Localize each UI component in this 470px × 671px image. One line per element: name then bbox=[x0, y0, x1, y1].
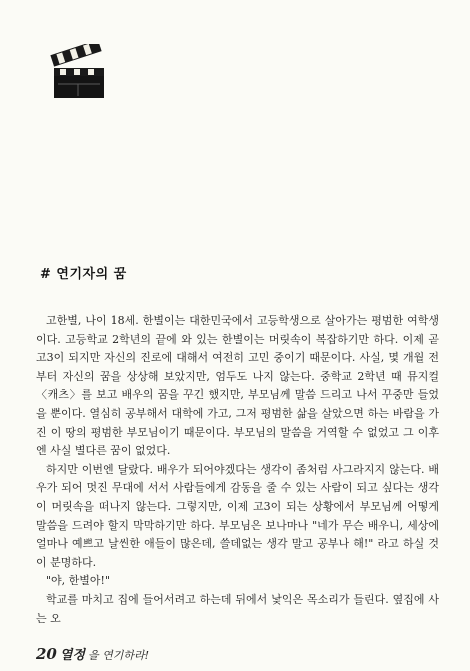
body-text bbox=[36, 312, 439, 628]
dialogue-line: "야, 한별아!" bbox=[46, 574, 111, 588]
paragraph: 학교를 마치고 집에 들어서려고 하는데 뒤에서 낯익은 목소리가 들린다. 옆집에 사는 오 bbox=[36, 592, 439, 625]
paragraph: 하지만 이번엔 달랐다. 배우가 되어야겠다는 생각이 좀처럼 사그라지지 않는다. 배우가 되어 멋진 무대에 서서 사람들에게 감동을 줄 수 있는 사람이 되고 싶다는 생각이 머릿속을 떠나지 않는다. 그렇지만, 이제 고3이 되는 상황에서 부모님께 어떻게 말씀을 드려야 할지 막막하기만 하다. 부모님은 보나마나 "네가 무슨 배우니, 세상에 얼마나 예쁘고 날씬한 애들이 많은데, 쓸데없는 생각 말고 공부나 해!" 라고 하실 것이 분명하다. bbox=[36, 462, 439, 569]
page-number: 20 bbox=[36, 645, 57, 663]
section-heading: # 연기자의 꿈 bbox=[40, 267, 127, 282]
clapperboard-icon bbox=[48, 44, 110, 102]
page-footer bbox=[36, 644, 149, 663]
paragraph: 고한별, 나이 18세. 한별이는 대한민국에서 고등학생으로 살아가는 평범한 여학생이다. 고등학교 2학년의 끝에 와 있는 한별이는 머릿속이 복잡하기만 하다. 이제 곧 고3이 되지만 자신의 진로에 대해서 여전히 고민 중이기 때문이다. 사실, 몇 개월 전부터 자신의 꿈을 상상해 보았지만, 엄두도 나지 않는다. 중학교 2학년 때 뮤지컬 〈캐츠〉를 보고 배우의 꿈을 꾸긴 했지만, 부모님께 말씀 드리고 나서 꾸중만 들었을 뿐이다. 열심히 공부해서 대학에 가고, 그저 평범한 삶을 살았으면 하는 바람을 가진 이 땅의 평범한 부모님이기 때문이다. 부모님의 말씀을 거역할 수 없었고 그 이후엔 사실 별다른 꿈이 없었다. bbox=[36, 314, 439, 458]
book-title-rest: 을 연기하라! bbox=[88, 649, 150, 662]
book-title-emphasis: 열정 bbox=[59, 648, 85, 663]
